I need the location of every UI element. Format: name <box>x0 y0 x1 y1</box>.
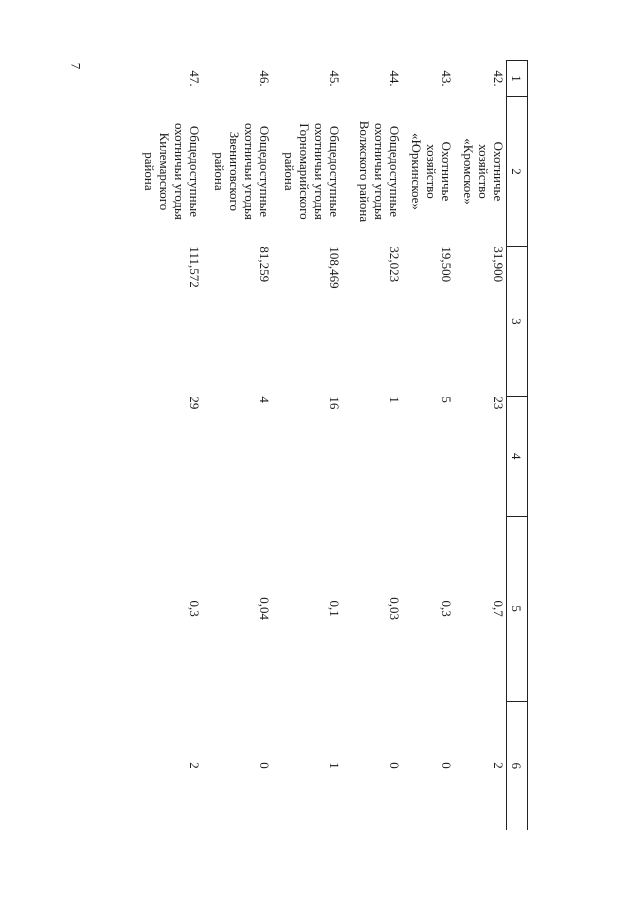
row-number: 44. <box>387 70 402 87</box>
density-value: 0,1 <box>327 600 342 617</box>
header-col-6: 6 <box>507 701 528 830</box>
table-row <box>132 61 202 831</box>
table-row <box>272 61 342 831</box>
hunting-ground-name: Общедоступные охотничьи угодья Звениговского района <box>212 122 272 220</box>
row-number: 47. <box>187 70 202 87</box>
quota-value: 2 <box>187 762 202 769</box>
header-col-5: 5 <box>507 516 528 701</box>
density-value: 0,7 <box>491 600 506 617</box>
quota-value: 0 <box>257 762 272 769</box>
hunting-ground-name: Охотничье хозяйство «Юркинское» <box>409 132 454 210</box>
page-number: 7 <box>68 62 84 70</box>
area-value: 108,469 <box>327 246 342 289</box>
table-row <box>402 61 454 831</box>
density-value: 0,3 <box>187 600 202 617</box>
row-number: 46. <box>257 70 272 87</box>
table-row <box>342 61 402 831</box>
quota-value: 1 <box>327 762 342 769</box>
header-row <box>507 61 528 831</box>
data-table <box>132 60 528 830</box>
density-value: 0,03 <box>387 597 402 621</box>
count-value: 29 <box>187 396 202 410</box>
header-col-2: 2 <box>507 96 528 246</box>
quota-value: 0 <box>387 762 402 769</box>
table-container <box>108 60 528 830</box>
hunting-ground-name: Общедоступные охотничьи угодья Килемарского района <box>142 122 202 220</box>
area-value: 111,572 <box>187 246 202 288</box>
area-value: 81,259 <box>257 246 272 283</box>
area-value: 32,023 <box>387 246 402 283</box>
row-number: 45. <box>327 70 342 87</box>
count-value: 4 <box>257 396 272 403</box>
area-value: 31,900 <box>491 246 506 283</box>
count-value: 16 <box>327 396 342 410</box>
row-number: 43. <box>439 70 454 87</box>
header-col-1: 1 <box>507 61 528 97</box>
count-value: 5 <box>439 396 454 403</box>
quota-value: 0 <box>439 762 454 769</box>
hunting-ground-name: Общедоступные охотничьи угодья Горномарийского района <box>282 122 342 220</box>
hunting-ground-name: Охотничье хозяйство «Кромское» <box>461 138 506 205</box>
header-col-4: 4 <box>507 396 528 516</box>
hunting-ground-name: Общедоступные охотничьи угодья Волжского района <box>357 120 402 223</box>
area-value: 19,500 <box>439 246 454 283</box>
table-row <box>454 61 507 831</box>
quota-value: 2 <box>491 762 506 769</box>
header-col-3: 3 <box>507 246 528 396</box>
density-value: 0,3 <box>439 600 454 617</box>
count-value: 23 <box>491 396 506 410</box>
row-number: 42. <box>491 70 506 87</box>
density-value: 0,04 <box>257 597 272 621</box>
table-row <box>202 61 272 831</box>
count-value: 1 <box>387 396 402 403</box>
